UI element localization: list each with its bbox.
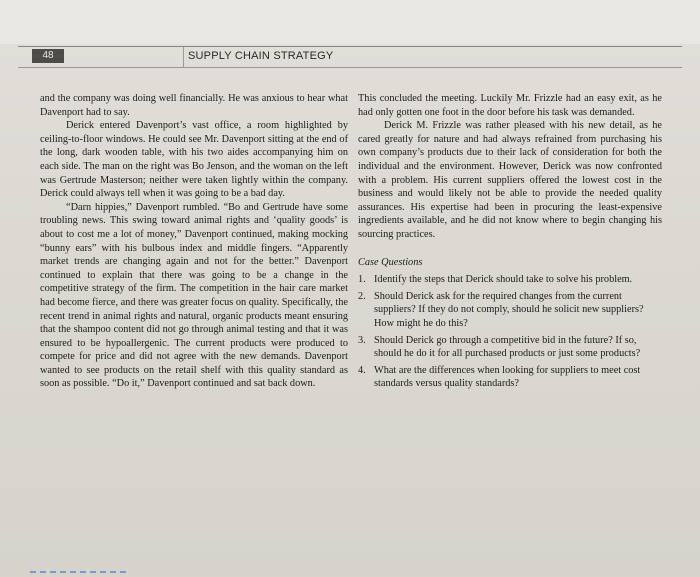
paragraph: “Darn hippies,” Davenport rumbled. “Bo and Gertrude have some troubling news. This swing toward animal rights and ‘quality goods’ is about to cost me a lot of money,” Davenport continued, making mocking “bunny ears” with his bulbous index and middle fingers. “Apparently market trends are changing again and not for the better.” Davenport continued to explain that there was going to be a change in the competitive strategy of the firm. The competition in the hair care market had become fierce, and there was greater focus on quality. Specifically, the recent trend in animal rights and natural, organic products meant ensuring that the shampoo content did not go through animal testing and that it was ensured to be hypoallergenic. The current products were produced to compete for price and did not agree with the new demands. Davenport wanted to see products on the retail shelf with this quality standard as soon as possible. “Do it,” Davenport continued and sat back down. (40, 201, 349, 390)
question-text: Should Derick ask for the required changes from the current suppliers? If they do not comply, should he solicit new suppliers? How might he do this? (374, 290, 644, 329)
question-number: 1. (358, 274, 366, 286)
paragraph: This concluded the meeting. Luckily Mr. Frizzle had an easy exit, as he had only gotten one foot in the door before his task was demanded. (358, 93, 662, 118)
question-item (358, 364, 662, 391)
paragraph: and the company was doing well financially. He was anxious to hear what Davenport had to say. (40, 93, 348, 118)
question-number: 3. (358, 334, 366, 346)
question-number: 4. (358, 364, 366, 376)
left-column (40, 92, 348, 391)
case-questions-heading: Case Questions (358, 256, 423, 268)
paragraph: Derick M. Frizzle was rather pleased with his new detail, as he cared greatly for nature and had always refrained from purchasing his own company’s products due to their lack of consideration for both the individual and the environment. However, Derick was now confronted with a problem. His current suppliers offered the lowest cost in the business and would likely not be able to provide the needed quality assurances. His expertise had been in procuring the least-expensive ingredients available, and he did not know where to begin changing his sourcing practices. (358, 120, 662, 240)
case-questions-list (358, 273, 662, 391)
question-item (358, 290, 662, 331)
question-text: Identify the steps that Derick should take to solve his problem. (374, 274, 633, 286)
question-number: 2. (358, 290, 366, 302)
bottom-edge-mark (30, 571, 126, 573)
running-title: SUPPLY CHAIN STRATEGY (188, 50, 334, 62)
question-text: What are the differences when looking for suppliers to meet cost standards versus quality standards? (374, 364, 641, 390)
paragraph: Derick entered Davenport’s vast office, a room highlighted by ceiling-to-floor windows. He could see Mr. Davenport sitting at the end of the long, dark wooden table, with his two aides accompanying him on each side. The man on the right was Bo Jenson, and the woman on the left was Gertrude Masterson; neither were taken lightly within the company. Derick could always tell when it was going to be a bad day. (40, 120, 348, 200)
header-divider (183, 47, 184, 67)
top-margin (0, 0, 700, 44)
question-item (358, 273, 662, 287)
question-item (358, 334, 662, 361)
page-header (18, 46, 682, 68)
page-number: 48 (32, 49, 64, 63)
right-column (358, 92, 662, 394)
question-text: Should Derick go through a competitive bid in the future? If so, should he do it for all purchased products or just some products? (374, 334, 641, 360)
